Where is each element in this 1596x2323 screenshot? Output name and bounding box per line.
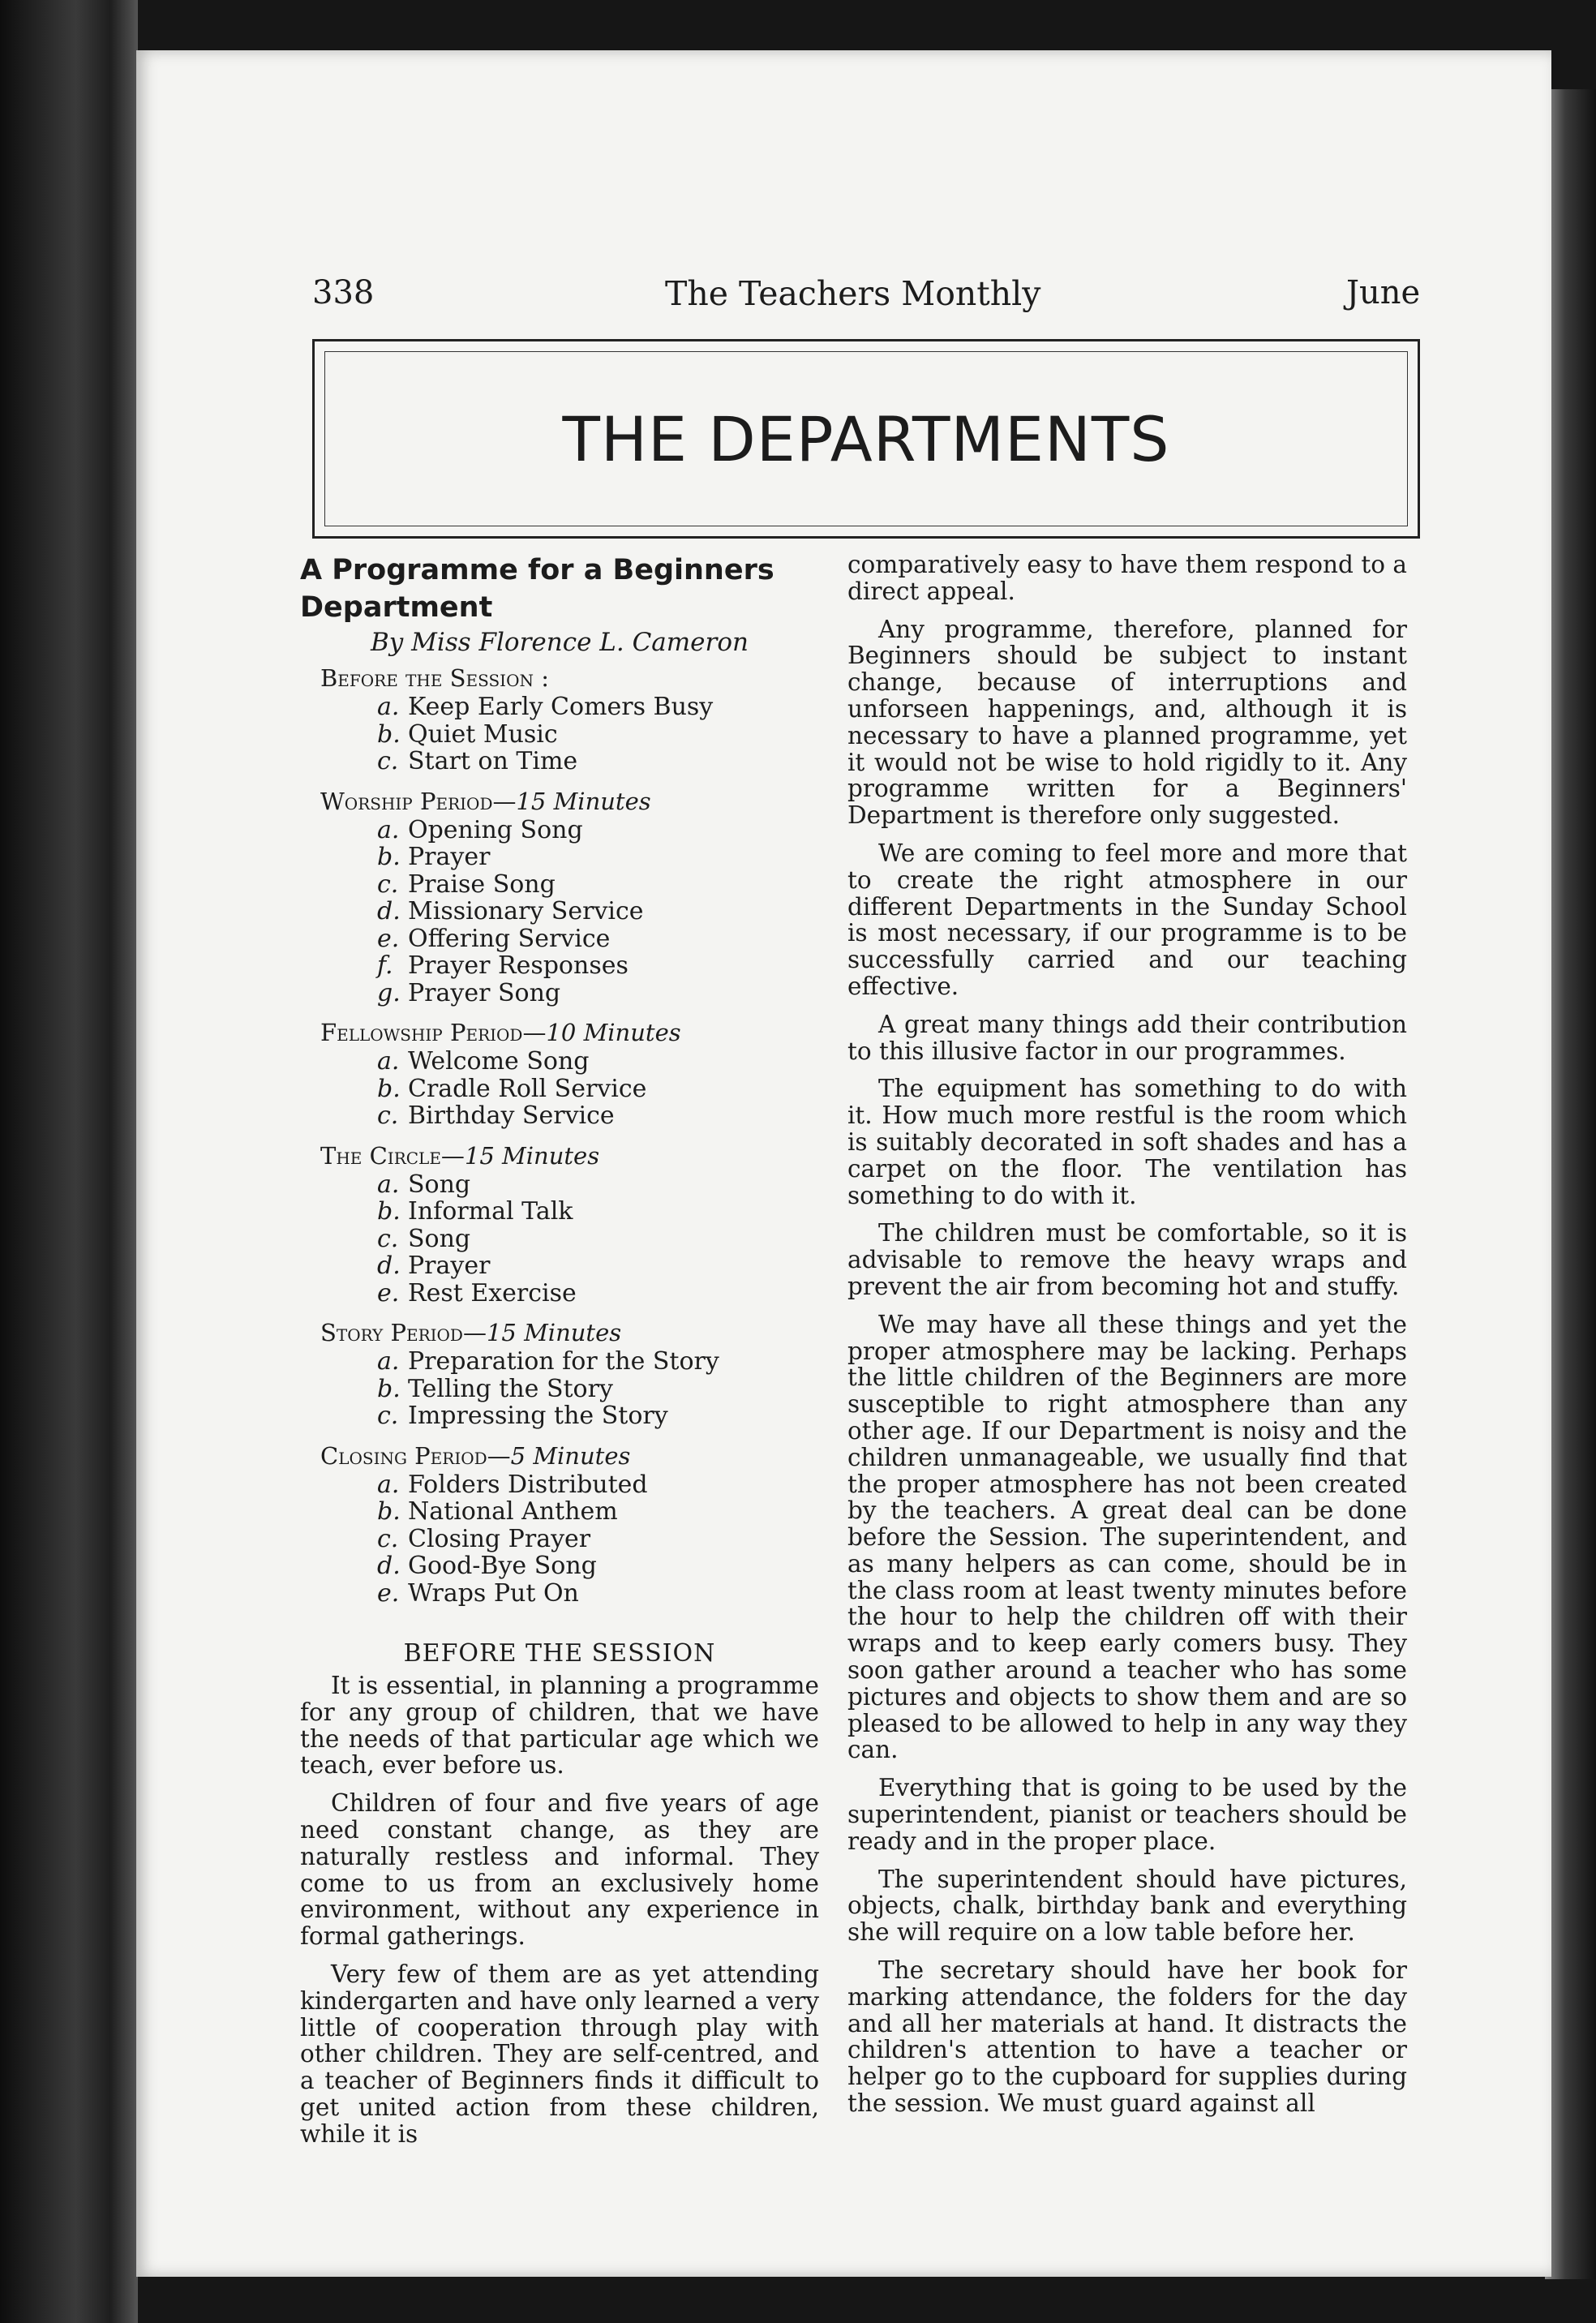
right-body-text [847, 616, 1407, 2117]
item-letter: a. [377, 693, 400, 721]
paragraph: We are coming to feel more and more that to create the right atmosphere in our different Departments in the Sunday School is most necessary, if our programme is to be successfully carried and our teaching effective. [847, 839, 1407, 1000]
item-text: Good-Bye Song [408, 1552, 597, 1580]
programme-section-heading [320, 1018, 819, 1048]
item-text: Closing Prayer [408, 1524, 591, 1553]
list-item [377, 1402, 819, 1430]
programme-section-heading [320, 1141, 819, 1171]
list-item [377, 693, 819, 721]
list-item [377, 721, 819, 749]
list-item [377, 1552, 819, 1580]
item-letter: f. [377, 951, 393, 980]
section-heading-text: Story Period— [320, 1319, 487, 1346]
item-text: Song [408, 1170, 471, 1199]
item-text: Folders Distributed [408, 1470, 648, 1499]
item-text: Quiet Music [408, 719, 558, 749]
item-letter: g. [377, 978, 401, 1007]
section-duration: 5 Minutes [510, 1441, 631, 1470]
left-body-text [300, 1672, 819, 2148]
page-number: 338 [312, 274, 375, 311]
paragraph: We may have all these things and yet the proper atmosphere may be lacking. Perhaps the little children of the Beginners are more susceptible to right atmosphere than any other age. If our Department is noisy and the children unmanageable, we usually find that the proper atmosphere has not been created by the teachers. A great deal can be done before the Session. The superintendent, and as many helpers as can come, should be in the class room at least twenty minutes before the hour to help the children off with their wraps and to keep early comers busy. They soon gather around a teacher who has some pictures and objects to show them and are so pleased to be allowed to help in any way they can. [847, 1310, 1407, 1764]
list-item [377, 748, 819, 775]
article-byline: By Miss Florence L. Cameron [371, 628, 749, 657]
item-letter: d. [377, 1552, 401, 1580]
item-letter: c. [377, 870, 399, 899]
programme-section-heading [320, 1441, 819, 1471]
paragraph: The superintendent should have pictures, objects, chalk, birthday bank and everything she will require on a low table before her. [847, 1865, 1407, 1947]
list-item [377, 1280, 819, 1307]
item-letter: a. [377, 1047, 400, 1076]
item-text: Start on Time [408, 747, 578, 775]
item-letter: d. [377, 897, 401, 925]
item-text: Song [408, 1224, 471, 1253]
item-text: Wraps Put On [408, 1578, 579, 1608]
programme-item-list [300, 817, 819, 1007]
item-text: Impressing the Story [408, 1402, 668, 1430]
item-letter: e. [377, 1578, 400, 1608]
programme-item-list [300, 1348, 819, 1430]
programme-item-list [300, 1471, 819, 1608]
item-text: Welcome Song [408, 1047, 590, 1076]
section-heading-text: Before the Session : [320, 664, 549, 692]
item-letter: e. [377, 1278, 400, 1307]
item-letter: a. [377, 1347, 400, 1376]
section-duration: 15 Minutes [464, 1141, 600, 1170]
list-item [377, 1580, 819, 1608]
section-banner-inner-frame [324, 351, 1408, 526]
article-title: A Programme for a Beginners Department [300, 554, 774, 624]
section-banner [312, 339, 1420, 539]
item-letter: b. [377, 1497, 401, 1526]
section-heading-text: Fellowship Period— [320, 1019, 547, 1046]
item-letter: c. [377, 1524, 399, 1553]
programme-item-list [300, 1171, 819, 1307]
item-letter: c. [377, 1402, 399, 1430]
item-letter: b. [377, 719, 401, 749]
list-item [377, 1226, 819, 1253]
item-text: Opening Song [408, 815, 583, 844]
list-item [377, 980, 819, 1007]
programme-item-list [300, 1048, 819, 1130]
list-item [377, 925, 819, 953]
list-item [377, 817, 819, 844]
list-item [377, 1376, 819, 1403]
item-letter: c. [377, 1224, 399, 1253]
item-letter: a. [377, 1170, 400, 1199]
list-item [377, 871, 819, 899]
item-text: Offering Service [408, 924, 611, 953]
item-text: Cradle Roll Service [408, 1074, 647, 1103]
list-item [377, 1076, 819, 1103]
item-text: National Anthem [408, 1497, 618, 1526]
programme-outline [300, 663, 819, 1607]
item-letter: a. [377, 1470, 400, 1499]
section-duration: 15 Minutes [486, 1319, 622, 1346]
programme-section-heading [320, 663, 819, 693]
list-item [377, 952, 819, 980]
paragraph: Children of four and five years of age need constant change, as they are naturally restless and informal. They come to us from an exclusively home environment, without any experience in formal gatherings. [300, 1789, 819, 1951]
item-letter: c. [377, 747, 399, 775]
item-letter: e. [377, 924, 400, 953]
list-item [377, 1348, 819, 1376]
item-text: Keep Early Comers Busy [408, 693, 714, 721]
item-letter: a. [377, 815, 400, 844]
section-heading-text: The Circle— [320, 1141, 465, 1170]
list-item [377, 1252, 819, 1280]
list-item [377, 1498, 819, 1526]
list-item [377, 1171, 819, 1199]
item-text: Informal Talk [408, 1197, 573, 1226]
list-item [377, 1526, 819, 1553]
paragraph: It is essential, in planning a programme for any group of children, that we have the needs of that particular age which we teach, ever before us. [300, 1672, 819, 1780]
item-text: Missionary Service [408, 897, 644, 925]
section-heading-text: Closing Period— [320, 1441, 511, 1470]
right-column [847, 552, 1407, 2128]
item-letter: b. [377, 1374, 401, 1403]
item-letter: d. [377, 1252, 401, 1280]
programme-item-list [300, 693, 819, 775]
item-text: Rest Exercise [408, 1278, 577, 1307]
item-text: Prayer [408, 1252, 491, 1280]
item-letter: b. [377, 1074, 401, 1103]
list-item [377, 1102, 819, 1130]
page-edge-shadow [1545, 89, 1596, 2279]
paragraph: Any programme, therefore, planned for Beginners should be subject to instant change, because of interruptions and unforseen happenings, and, although it is necessary to have a planned programme, yet it would not be wise to hold rigidly to it. Any programme written for a Beginners' Department is therefore only suggested. [847, 615, 1407, 830]
item-text: Preparation for the Story [408, 1347, 719, 1376]
programme-section-heading [320, 1318, 819, 1348]
list-item [377, 1471, 819, 1499]
issue-month: June [1346, 274, 1421, 311]
item-text: Telling the Story [408, 1374, 613, 1403]
paragraph: The secretary should have her book for marking attendance, the folders for the day and all her materials at hand. It distracts the children's attention to have a teacher or helper go to the cupboard for supplies during the session. We must guard against all [847, 1956, 1407, 2118]
paragraph: Very few of them are as yet attending kindergarten and have only learned a very little of cooperation through play with other children. They are self-centred, and a teacher of Beginners finds it difficult to get united action from these children, while it is [300, 1960, 819, 2148]
book-spine-shadow [0, 0, 138, 2323]
paragraph-continuation: comparatively easy to have them respond to a direct appeal. [847, 551, 1407, 605]
item-text: Prayer Responses [408, 951, 629, 980]
list-item [377, 898, 819, 925]
section-heading-text: Worship Period— [320, 787, 517, 815]
item-text: Praise Song [408, 870, 556, 899]
paragraph: The equipment has something to do with it. How much more restful is the room which is suitably decorated in soft shades and has a carpet on the floor. The ventilation has something to do with it. [847, 1075, 1407, 1209]
item-text: Prayer [408, 843, 491, 871]
list-item [377, 844, 819, 871]
section-duration: 15 Minutes [516, 787, 651, 815]
programme-section-heading [320, 787, 819, 817]
item-letter: c. [377, 1101, 399, 1130]
section-duration: 10 Minutes [546, 1019, 681, 1046]
section-title: THE DEPARTMENTS [562, 402, 1170, 475]
list-item [377, 1048, 819, 1076]
paragraph: A great many things add their contribution to this illusive factor in our programmes. [847, 1010, 1407, 1065]
item-text: Birthday Service [408, 1101, 615, 1130]
paragraph: Everything that is going to be used by the superintendent, pianist or teachers should be ready and in the proper place. [847, 1774, 1407, 1855]
item-letter: b. [377, 843, 401, 871]
item-letter: b. [377, 1197, 401, 1226]
subheading: BEFORE THE SESSION [403, 1639, 716, 1668]
list-item [377, 1198, 819, 1226]
paragraph: The children must be comfortable, so it is advisable to remove the heavy wraps and prevent the air from becoming hot and stuffy. [847, 1219, 1407, 1300]
item-text: Prayer Song [408, 978, 561, 1007]
left-column [300, 552, 819, 2159]
running-title: The Teachers Monthly [665, 274, 1041, 313]
